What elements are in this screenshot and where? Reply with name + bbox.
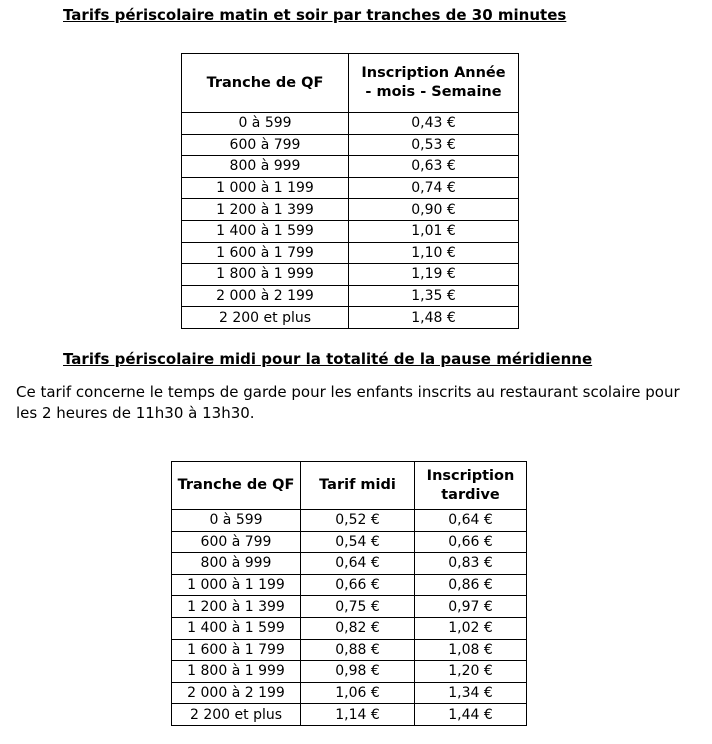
section2-description: Ce tarif concerne le temps de garde pour les enfants inscrits au restaurant scolaire pour les 2 heures de 11h30 à 13h30. [16,383,680,422]
header-tranche-qf: Tranche de QF [172,462,301,510]
table-row [182,199,519,221]
table-row [182,156,519,178]
qf-range-cell: 1 200 à 1 399 [172,596,301,618]
header-inscription-tardive-label: Inscription tardive [426,467,515,503]
table-row [172,574,527,596]
qf-range-cell: 1 400 à 1 599 [172,617,301,639]
qf-range-cell: 1 200 à 1 399 [182,199,349,221]
price-cell: 1,34 € [415,682,527,704]
price-cell: 0,43 € [349,113,519,135]
qf-range-cell: 2 000 à 2 199 [172,682,301,704]
price-cell: 1,19 € [349,264,519,286]
qf-range-cell: 2 200 et plus [172,704,301,726]
price-cell: 1,10 € [349,242,519,264]
price-cell: 1,06 € [301,682,415,704]
table-header-row [182,54,519,113]
qf-range-cell: 1 800 à 1 999 [182,264,349,286]
qf-range-cell: 2 000 à 2 199 [182,285,349,307]
header-tarif-midi: Tarif midi [301,462,415,510]
table-row [182,242,519,264]
price-cell: 0,97 € [415,596,527,618]
table-row [172,682,527,704]
table-row [182,177,519,199]
price-cell: 0,52 € [301,510,415,532]
section1-title: Tarifs périscolaire matin et soir par tranches de 30 minutes [63,6,567,24]
price-cell: 0,83 € [415,553,527,575]
section2-title: Tarifs périscolaire midi pour la totalité de la pause méridienne [63,350,593,368]
qf-range-cell: 2 200 et plus [182,307,349,329]
table-row [182,220,519,242]
qf-range-cell: 600 à 799 [172,531,301,553]
tarif-matin-soir-table [181,53,519,329]
price-cell: 1,08 € [415,639,527,661]
price-cell: 0,90 € [349,199,519,221]
table-row [172,661,527,683]
price-cell: 0,63 € [349,156,519,178]
qf-range-cell: 1 400 à 1 599 [182,220,349,242]
table-row [182,285,519,307]
header-inscription [349,54,519,113]
price-cell: 1,35 € [349,285,519,307]
qf-range-cell: 0 à 599 [182,113,349,135]
price-cell: 1,01 € [349,220,519,242]
table-row [182,113,519,135]
price-cell: 0,64 € [415,510,527,532]
table-row [182,264,519,286]
header-tranche-qf: Tranche de QF [182,54,349,113]
table-row [172,639,527,661]
table-row [172,510,527,532]
price-cell: 0,82 € [301,617,415,639]
price-cell: 1,02 € [415,617,527,639]
qf-range-cell: 600 à 799 [182,134,349,156]
table-row [172,596,527,618]
table-row [172,531,527,553]
table-header-row [172,462,527,510]
price-cell: 0,53 € [349,134,519,156]
qf-range-cell: 0 à 599 [172,510,301,532]
table-row [172,704,527,726]
table-row [172,617,527,639]
qf-range-cell: 800 à 999 [182,156,349,178]
price-cell: 1,20 € [415,661,527,683]
price-cell: 0,66 € [415,531,527,553]
qf-range-cell: 800 à 999 [172,553,301,575]
price-cell: 1,14 € [301,704,415,726]
table2-body [172,510,527,726]
price-cell: 0,74 € [349,177,519,199]
price-cell: 1,44 € [415,704,527,726]
price-cell: 0,64 € [301,553,415,575]
price-cell: 0,75 € [301,596,415,618]
table1-body [182,113,519,329]
qf-range-cell: 1 000 à 1 199 [172,574,301,596]
price-cell: 0,54 € [301,531,415,553]
table-row [172,553,527,575]
table-row [182,134,519,156]
price-cell: 0,88 € [301,639,415,661]
qf-range-cell: 1 600 à 1 799 [172,639,301,661]
header-inscription-tardive [415,462,527,510]
price-cell: 0,98 € [301,661,415,683]
price-cell: 0,66 € [301,574,415,596]
qf-range-cell: 1 800 à 1 999 [172,661,301,683]
qf-range-cell: 1 600 à 1 799 [182,242,349,264]
price-cell: 1,48 € [349,307,519,329]
table-row [182,307,519,329]
price-cell: 0,86 € [415,574,527,596]
qf-range-cell: 1 000 à 1 199 [182,177,349,199]
header-inscription-label: Inscription Année - mois - Semaine [361,65,506,100]
tarif-midi-table [171,461,527,726]
